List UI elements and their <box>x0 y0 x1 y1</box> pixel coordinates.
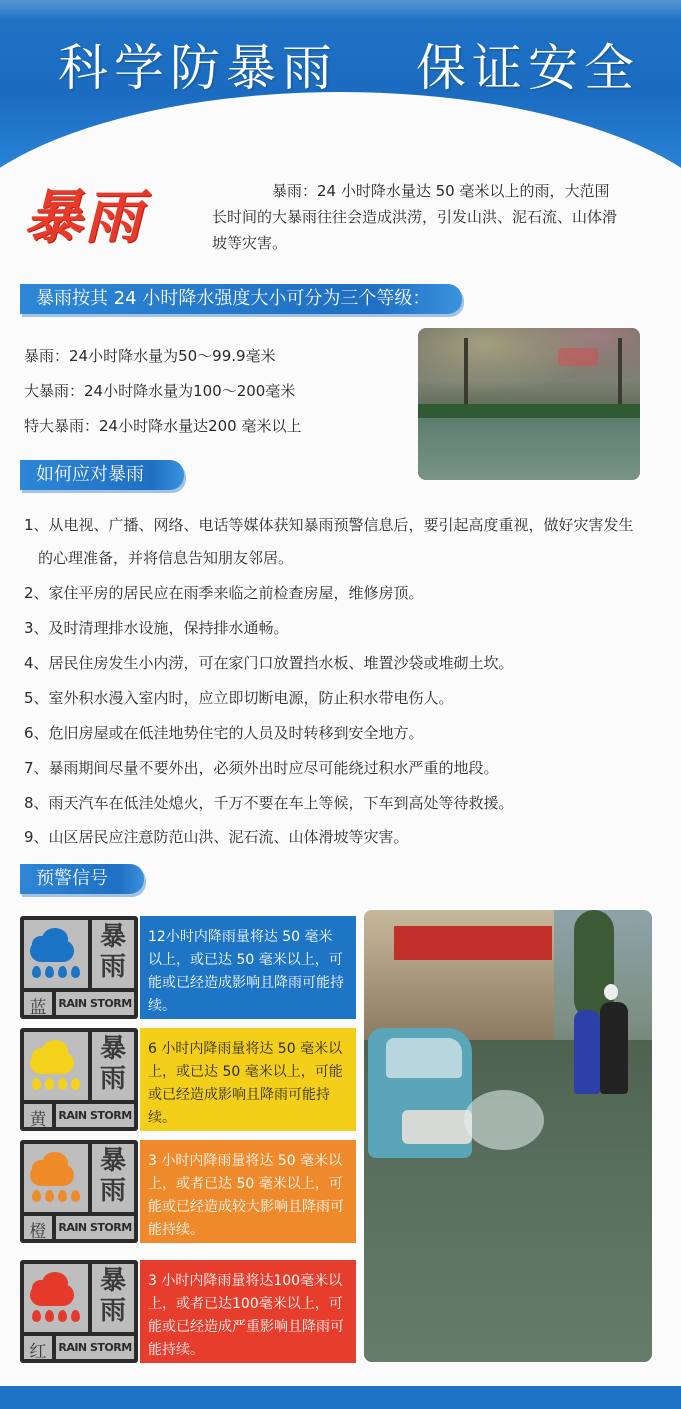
sign-color-char: 红 <box>29 1342 47 1362</box>
sign-chars: 暴雨 <box>99 1034 126 1094</box>
photo-shop-sign <box>394 926 552 960</box>
tip-item: 7、暴雨期间尽量不要外出，必须外出时应尽可能绕过积水严重的地段。 <box>24 759 499 777</box>
tip-item: 6、危旧房屋或在低洼地势住宅的人员及时转移到安全地方。 <box>24 724 424 742</box>
rainstorm-definition: 暴雨：24 小时降水量达 50 毫米以上的雨，大范围长时间的大暴雨往往会造成洪涝，引发山洪、泥石流、山体滑坡等灾害。 <box>212 182 618 252</box>
photo-trunk <box>464 338 468 408</box>
tip-item: 8、雨天汽车在低洼处熄火，千万不要在车上等候，下车到高处等待救援。 <box>24 794 514 812</box>
sign-color-char: 蓝 <box>29 998 47 1018</box>
level-item: 大暴雨：24小时降水量为100～200毫米 <box>24 382 296 400</box>
flooded-street-photo <box>418 328 640 480</box>
footer-band <box>0 1386 681 1409</box>
sign-color-char: 橙 <box>29 1222 47 1242</box>
warning-description <box>140 1028 356 1131</box>
warning-text: 6 小时内降雨量将达 50 毫米以上，或已达 50 毫米以上，可能或已经造成影响且降雨可能持续。 <box>148 1041 343 1126</box>
section-tips-title: 如何应对暴雨 <box>20 460 184 490</box>
tip-item: 2、家住平房的居民应在雨季来临之前检查房屋，维修房顶。 <box>24 584 424 602</box>
sign-chars: 暴雨 <box>99 1146 126 1206</box>
sign-label: RAIN STORM <box>58 1341 132 1354</box>
sign-label: RAIN STORM <box>58 1221 132 1234</box>
warning-sign <box>20 916 138 1019</box>
level-item: 暴雨：24小时降水量为50～99.9毫米 <box>24 347 276 365</box>
photo-helmet <box>604 984 618 1000</box>
photo-water <box>418 418 640 480</box>
rain-cloud-icon <box>28 926 84 984</box>
level-item: 特大暴雨：24小时降水量达200 毫米以上 <box>24 417 302 435</box>
page-title-left: 科学防暴雨 <box>58 39 338 97</box>
rain-cloud-icon <box>28 1038 84 1096</box>
tip-item: 4、居民住房发生小内涝，可在家门口放置挡水板、堆置沙袋或堆砌土坎。 <box>24 654 514 672</box>
photo-car-front <box>402 1110 472 1144</box>
photo-lights <box>558 348 598 366</box>
page-title-right: 保证安全 <box>416 39 640 97</box>
sign-label: RAIN STORM <box>58 1109 132 1122</box>
rain-cloud-icon <box>28 1270 84 1328</box>
rainstorm-heading: 暴雨 <box>24 183 145 251</box>
warning-description <box>140 1140 356 1243</box>
warning-description <box>140 916 356 1019</box>
photo-splash <box>464 1090 544 1150</box>
warning-sign <box>20 1028 138 1131</box>
sign-chars: 暴雨 <box>99 1266 126 1326</box>
warning-description <box>140 1260 356 1363</box>
photo-rider <box>574 1010 600 1094</box>
tip-item: 5、室外积水漫入室内时，应立即切断电源，防止积水带电伤人。 <box>24 689 454 707</box>
warning-text: 12小时内降雨量将达 50 毫米以上，或已达 50 毫米以上，可能或已经造成影响且降雨可能持续。 <box>148 929 344 1014</box>
warning-text: 3 小时内降雨量将达100毫米以上，或者已达100毫米以上，可能或已经造成严重影响且降雨可能持续。 <box>148 1273 344 1358</box>
section-levels-title: 暴雨按其 24 小时降水强度大小可分为三个等级： <box>20 284 462 314</box>
photo-trunk <box>618 338 622 408</box>
warning-sign <box>20 1140 138 1243</box>
tip-item: 3、及时清理排水设施，保持排水通畅。 <box>24 619 289 637</box>
warning-text: 3 小时内降雨量将达 50 毫米以上，或者已达 50 毫米以上，可能或已经造成较大影响且降雨可能持续。 <box>148 1153 344 1238</box>
sign-label: RAIN STORM <box>58 997 132 1010</box>
tip-item: 9、山区居民应注意防范山洪、泥石流、山体滑坡等灾害。 <box>24 828 409 846</box>
tip-item: 1、从电视、广播、网络、电话等媒体获知暴雨预警信息后，要引起高度重视，做好灾害发生 <box>24 516 634 534</box>
tip-item: 的心理准备，并将信息告知朋友邻居。 <box>38 549 294 567</box>
sign-color-char: 黄 <box>29 1110 47 1130</box>
photo-rider <box>600 1002 628 1094</box>
header-sheen <box>0 0 681 20</box>
flooded-road-car-photo <box>364 910 652 1362</box>
photo-hedge <box>418 404 640 418</box>
warning-sign <box>20 1260 138 1363</box>
rain-cloud-icon <box>28 1150 84 1208</box>
photo-windshield <box>386 1038 462 1078</box>
sign-chars: 暴雨 <box>99 922 126 982</box>
section-warnings-title: 预警信号 <box>20 864 144 894</box>
photo-trees <box>418 328 640 413</box>
